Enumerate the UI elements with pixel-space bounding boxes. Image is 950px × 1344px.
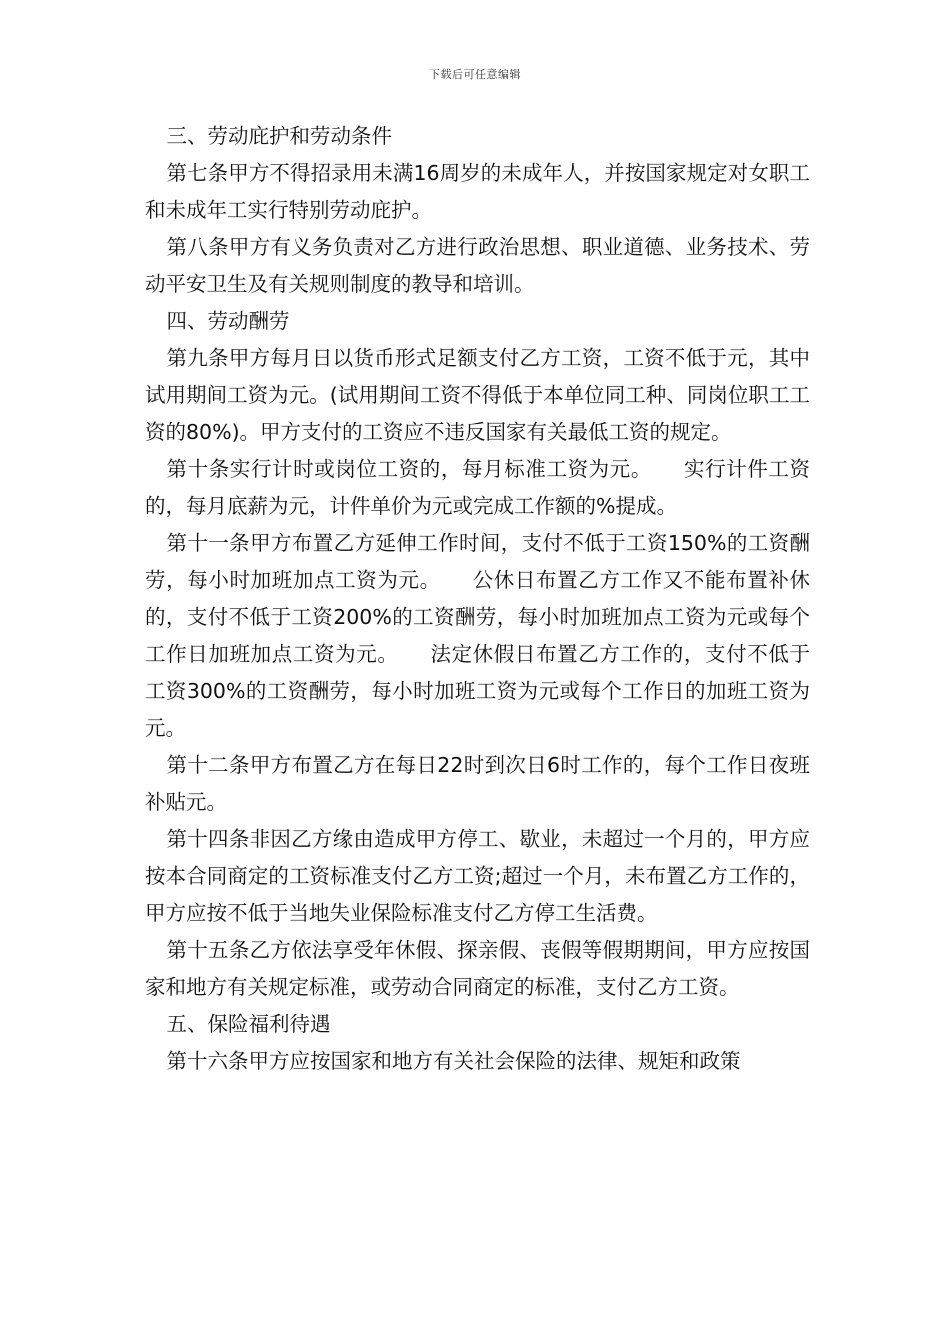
body-paragraph: 第十五条乙方依法享受年休假、探亲假、丧假等假期期间，甲方应按国家和地方有关规定标准，或劳动合同商定的标准，支付乙方工资。 xyxy=(145,938,810,999)
section-heading: 三、劳动庇护和劳动条件 xyxy=(166,124,393,148)
body-paragraph: 第七条甲方不得招录用未满16周岁的未成年人，并按国家规定对女职工和未成年工实行特别劳动庇护。 xyxy=(145,161,810,222)
body-paragraph: 第十六条甲方应按国家和地方有关社会保险的法律、规矩和政策 xyxy=(166,1049,741,1073)
body-paragraph: 第十二条甲方布置乙方在每日22时到次日6时工作的，每个工作日夜班补贴元。 xyxy=(145,753,810,814)
body-paragraph: 第十一条甲方布置乙方延伸工作时间，支付不低于工资150%的工资酬劳，每小时加班加点工资为元。 公休日布置乙方工作又不能布置补休的，支付不低于工资200%的工资酬劳，每小时加班加点工资为元或每个工作日加班加点工资为元。 法定休假日布置乙方工作的，支付不低于工资300%的工资酬劳，每小时加班工资为元或每个工作日的加班工资为元。 xyxy=(145,531,810,740)
body-paragraph: 第十条实行计时或岗位工资的，每月标准工资为元。 实行计件工资的，每月底薪为元，计件单价为元或完成工作额的%提成。 xyxy=(145,457,810,518)
document-body xyxy=(145,118,810,1080)
body-paragraph: 第九条甲方每月日以货币形式足额支付乙方工资，工资不低于元，其中试用期间工资为元。(试用期间工资不得低于本单位同工种、同岗位职工工资的80%)。甲方支付的工资应不违反国家有关最低工资的规定。 xyxy=(145,346,810,444)
body-paragraph: 第十四条非因乙方缘由造成甲方停工、歇业，未超过一个月的，甲方应按本合同商定的工资标准支付乙方工资;超过一个月，未布置乙方工作的，甲方应按不低于当地失业保险标准支付乙方停工生活费。 xyxy=(145,827,810,925)
section-heading: 四、劳动酬劳 xyxy=(166,309,290,333)
body-paragraph: 第八条甲方有义务负责对乙方进行政治思想、职业道德、业务技术、劳动平安卫生及有关规则制度的教导和培训。 xyxy=(145,235,810,296)
section-heading: 五、保险福利待遇 xyxy=(166,1012,331,1036)
page-header-note: 下载后可任意编辑 xyxy=(429,68,521,81)
